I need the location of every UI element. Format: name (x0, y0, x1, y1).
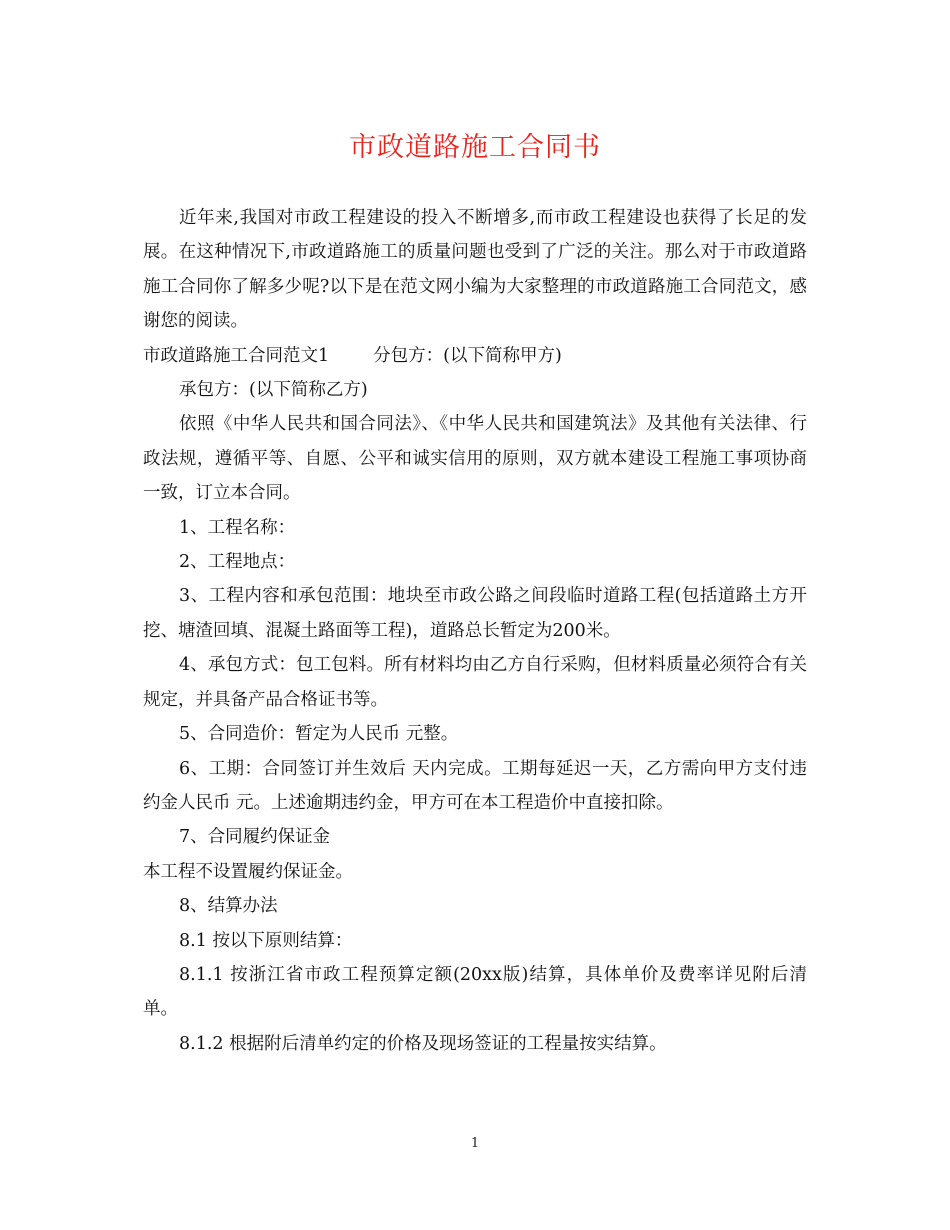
no-bond-line: 本工程不设置履约保证金。 (143, 861, 353, 882)
clause-contract-method: 4、承包方式：包工包料。所有材料均由乙方自行采购，但材料质量必须符合有关规定，并具备产品合格证书等。 (143, 655, 807, 710)
page-number: 1 (470, 1136, 480, 1151)
clause-performance-bond: 7、合同履约保证金 (179, 827, 331, 848)
document-title: 市政道路施工合同书 (349, 132, 601, 163)
clause-project-name: 1、工程名称： (179, 517, 296, 538)
sample-heading-row (143, 339, 807, 373)
sample-heading: 市政道路施工合同范文1 (143, 345, 330, 366)
clause-project-scope: 3、工程内容和承包范围：地块至市政公路之间段临时道路工程(包括道路土方开挖、塘渣回填、混凝土路面等工程)，道路总长暂定为200米。 (143, 586, 807, 641)
clause-schedule: 6、工期：合同签订并生效后 天内完成。工期每延迟一天，乙方需向甲方支付违约金人民币 元。上述逾期违约金，甲方可在本工程造价中直接扣除。 (143, 758, 807, 813)
subcontractor-line: 分包方：(以下简称甲方) (373, 345, 562, 366)
spacer (329, 339, 373, 373)
document-body (143, 201, 807, 1061)
intro-paragraph: 近年来,我国对市政工程建设的投入不断增多,而市政工程建设也获得了长足的发展。在这种情况下,市政道路施工的质量问题也受到了广泛的关注。那么对于市政道路施工合同你了解多少呢?以下是在范文网小编为大家整理的市政道路施工合同范文，感谢您的阅读。 (143, 208, 807, 332)
clause-preamble: 依照《中华人民共和国合同法》、《中华人民共和国建筑法》及其他有关法律、行政法规，遵循平等、自愿、公平和诚实信用的原则，双方就本建设工程施工事项协商一致，订立本合同。 (143, 414, 807, 504)
settlement-8-1-2: 8.1.2 根据附后清单约定的价格及现场签证的工程量按实结算。 (179, 1033, 667, 1054)
contractor-line: 承包方：(以下简称乙方) (179, 380, 368, 401)
clause-project-location: 2、工程地点： (179, 552, 296, 573)
clause-contract-price: 5、合同造价：暂定为人民币 元整。 (179, 724, 459, 745)
settlement-principle: 8.1 按以下原则结算： (179, 930, 353, 951)
settlement-heading: 8、结算办法 (179, 896, 278, 917)
settlement-8-1-1: 8.1.1 按浙江省市政工程预算定额(20xx版)结算，具体单价及费率详见附后清单。 (143, 964, 807, 1020)
